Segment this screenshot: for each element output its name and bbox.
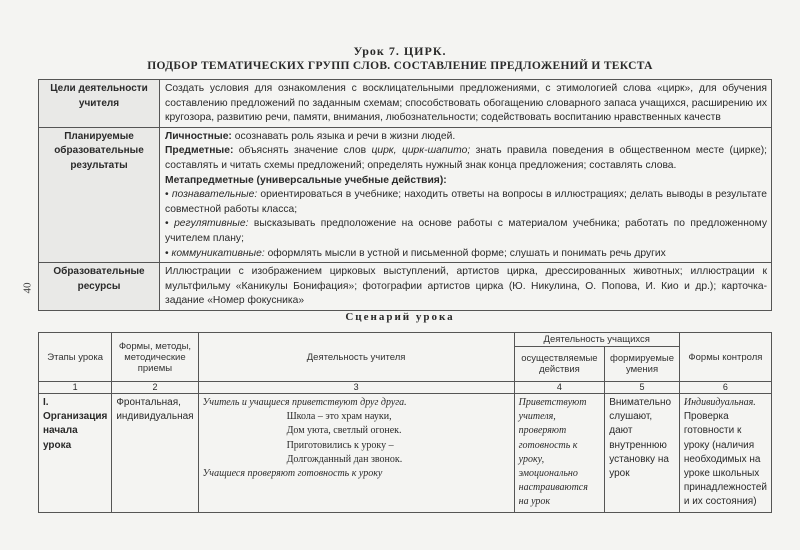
title-line-2: ПОДБОР ТЕМАТИЧЕСКИХ ГРУПП СЛОВ. СОСТАВЛЕНИЕ ПРЕДЛОЖЕНИЙ И ТЕКСТА [147,60,653,72]
header-students: Деятельность учащихся [514,333,679,347]
personal-text: осознавать роль языка и речи в жизни людей. [231,130,456,142]
subject-text-1: объяснять значение слов [233,145,372,157]
meta-head: Метапредметные (универсальные учебные действия): [165,174,447,186]
lesson-info-table [38,79,772,311]
teacher-outro: Учащиеся проверяют готовность к уроку [202,468,383,480]
goals-text: Создать условия для ознакомления с восклицательными предложениями, с этимологией слова «цирк», для обучения составлению предложений по заданным схемам; способствовать обогащению словарного запаса учащихся, расширению их кругозора, развитию речи, памяти, внимания, любознательности; содействовать воспитанию нравственных качеств [160,80,772,128]
personal-head: Личностные: [165,130,232,142]
stage-cell: I. Организация начала урока [39,394,112,513]
subject-text-2: знать правила поведения в общественном месте (цирке); составлять и читать схемы предложений; определять нужный знак конца предложения; составлять слова. [165,145,768,171]
control-cell [679,394,771,513]
teacher-activity-cell [198,394,514,513]
goals-label: Цели деятельности учителя [39,80,160,128]
header-teacher: Деятельность учителя [198,333,514,382]
results-label: Планируемые образовательные результаты [39,127,160,262]
scenario-table [38,332,772,513]
subject-head: Предметные: [165,145,234,157]
poem-line-3: Приготовились к уроку – [286,439,394,451]
header-actions: осуществляемые действия [514,347,605,382]
forms-cell: Фронтальная, индивидуальная [112,394,198,513]
resources-label: Образовательные ресурсы [39,263,160,311]
header-control: Формы контроля [679,333,771,382]
communicative-text: оформлять мысли в устной и письменной форме; слушать и понимать речь других [264,247,666,259]
subject-words: цирк, цирк-шапито; [371,145,471,157]
lesson-title [0,44,800,74]
title-line-1: Урок 7. ЦИРК. [353,44,447,58]
personal-results [165,130,767,145]
communicative-results: • коммуникативные: оформлять мысли в устной и письменной форме; слушать и понимать речь других [165,247,666,259]
poem-line-4: Долгожданный дан звонок. [286,453,403,465]
student-skills-cell: Внимательно слушают, дают внутреннюю установку на урок [605,394,680,513]
col-number-5: 5 [605,382,680,394]
header-skills: формируемые умения [605,347,680,382]
communicative-head: коммуникативные: [171,247,265,259]
col-number-3: 3 [198,382,514,394]
poem-line-2: Дом уюта, светлый огонек. [286,425,402,437]
control-text: Проверка готовности к уроку (наличия необходимых на уроке школьных принадлежностей и их состояния) [683,411,767,508]
section-title: Сценарий урока [345,311,455,323]
col-number-1: 1 [39,382,112,394]
regulatory-head: регулятивные: [174,218,249,230]
col-number-6: 6 [679,382,771,394]
control-head: Индивидуальная. [683,397,756,408]
table-row [39,394,772,513]
goals-row [39,80,772,128]
resources-row [39,263,772,311]
header-forms: Формы, методы, методические приемы [112,333,198,382]
column-numbers-row [39,382,772,394]
resources-text: Иллюстрации с изображением цирковых выступлений, артистов цирка, дрессированных животных; иллюстрации к мультфильму «Каникулы Бонифация»; фотографии артистов цирка (Ю. Никулина, О. Попова, И. Кио и др.); карточка-задание «Номер фокусника» [160,263,772,311]
student-actions-cell: Приветствуют учителя, проверяют готовность к уроку, эмоционально настраиваются на урок [514,394,605,513]
page-number: 40 [21,282,34,294]
regulatory-results: • регулятивные: высказывать предположение на основе работы с материалом учебника; работать по предложенному учителем плану; [165,218,768,244]
poem-line-1: Школа – это храм науки, [286,411,392,423]
cognitive-results: • познавательные: ориентироваться в учебнике; находить ответы на вопросы в иллюстрациях; делать выводы в результате совместной работы класса; [165,189,768,215]
header-stages: Этапы урока [39,333,112,382]
scenario-header-row-1 [39,333,772,347]
cognitive-head: познавательные: [171,189,258,201]
results-text [160,127,772,262]
col-number-2: 2 [112,382,198,394]
results-row [39,127,772,262]
regulatory-text: высказывать предположение на основе работы с материалом учебника; работать по предложенному учителем плану; [165,218,768,244]
subject-results [165,144,767,173]
cognitive-text: ориентироваться в учебнике; находить ответы на вопросы в иллюстрациях; делать выводы в результате совместной работы класса; [165,189,768,215]
teacher-intro: Учитель и учащиеся приветствуют друг друга. [202,397,407,408]
col-number-4: 4 [514,382,605,394]
